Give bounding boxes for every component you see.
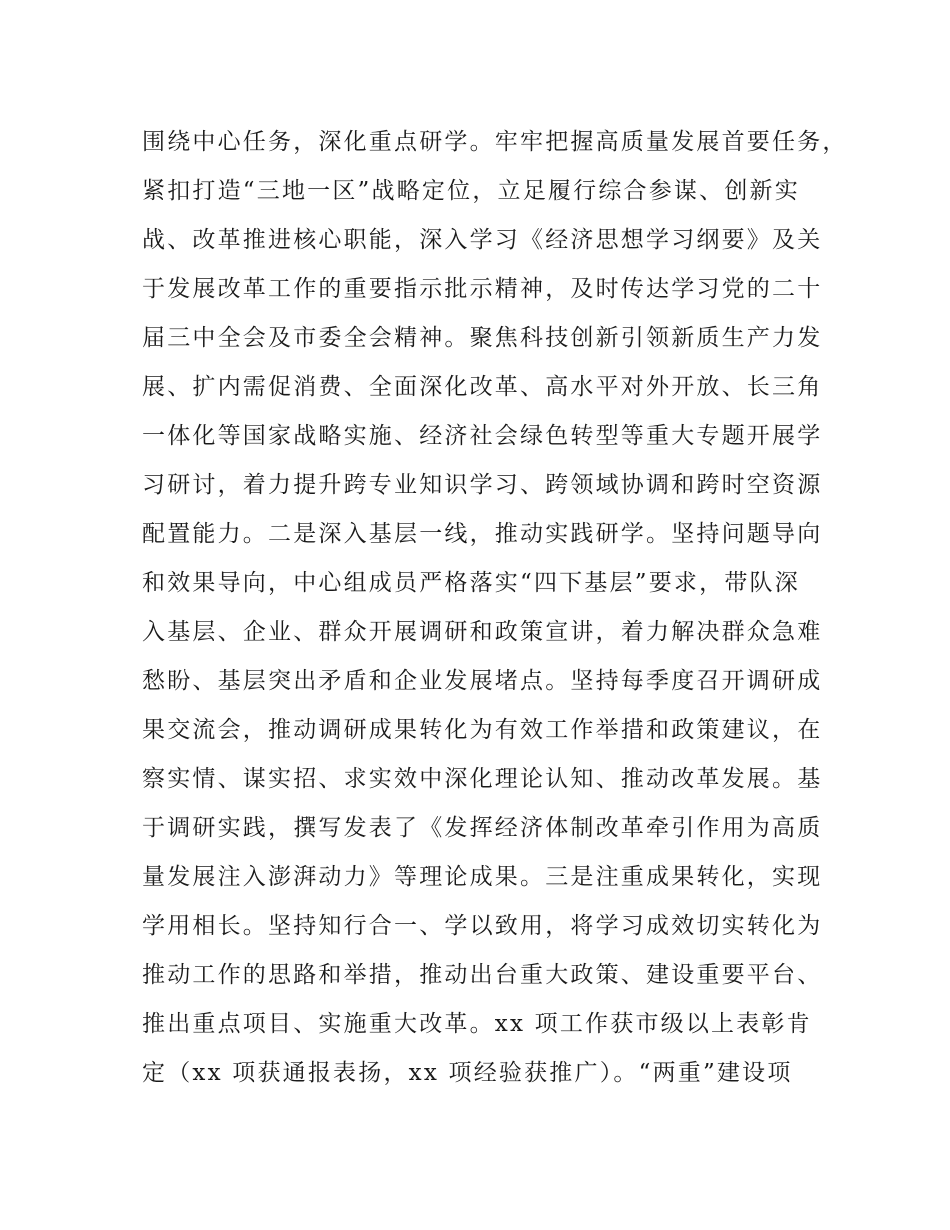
text-line: 配置能力。二是深入基层一线，推动实践研学。坚持问题导向: [142, 521, 823, 547]
text-line: 学用相长。坚持知行合一、学以致用，将学习成效切实转化为: [142, 913, 823, 939]
text-line: 量发展注入澎湃动力》等理论成果。三是注重成果转化，实现: [142, 864, 823, 890]
text-line: 推动工作的思路和举措，推动出台重大政策、建设重要平台、: [142, 962, 823, 988]
text-line: 果交流会，推动调研成果转化为有效工作举措和政策建议，在: [142, 717, 823, 743]
text-line: 习研讨，着力提升跨专业知识学习、跨领域协调和跨时空资源: [142, 472, 823, 498]
text-line: 推出重点项目、实施重大改革。xx 项工作获市级以上表彰肯: [142, 1011, 812, 1037]
text-line: 和效果导向，中心组成员严格落实“四下基层”要求，带队深: [142, 570, 800, 596]
text-line: 一体化等国家战略实施、经济社会绿色转型等重大专题开展学: [142, 423, 823, 449]
text-line: 于调研实践，撰写发表了《发挥经济体制改革牵引作用为高质: [142, 815, 823, 841]
body-text: [142, 118, 848, 1098]
text-line: 围绕中心任务，深化重点研学。牢牢把握高质量发展首要任务，: [142, 129, 848, 155]
text-line: 届三中全会及市委全会精神。聚焦科技创新引领新质生产力发: [142, 325, 823, 351]
text-line: 紧扣打造“三地一区”战略定位，立足履行综合参谋、创新实: [142, 178, 800, 204]
text-line: 察实情、谋实招、求实效中深化理论认知、推动改革发展。基: [142, 766, 823, 792]
text-line: 愁盼、基层突出矛盾和企业发展堵点。坚持每季度召开调研成: [142, 668, 823, 694]
text-line: 展、扩内需促消费、全面深化改革、高水平对外开放、长三角: [142, 374, 823, 400]
text-line: 于发展改革工作的重要指示批示精神，及时传达学习党的二十: [142, 276, 823, 302]
text-line: 定（xx 项获通报表扬，xx 项经验获推广）。“两重”建设项: [142, 1060, 793, 1086]
text-line: 战、改革推进核心职能，深入学习《经济思想学习纲要》及关: [142, 227, 823, 253]
text-line: 入基层、企业、群众开展调研和政策宣讲，着力解决群众急难: [142, 619, 823, 645]
